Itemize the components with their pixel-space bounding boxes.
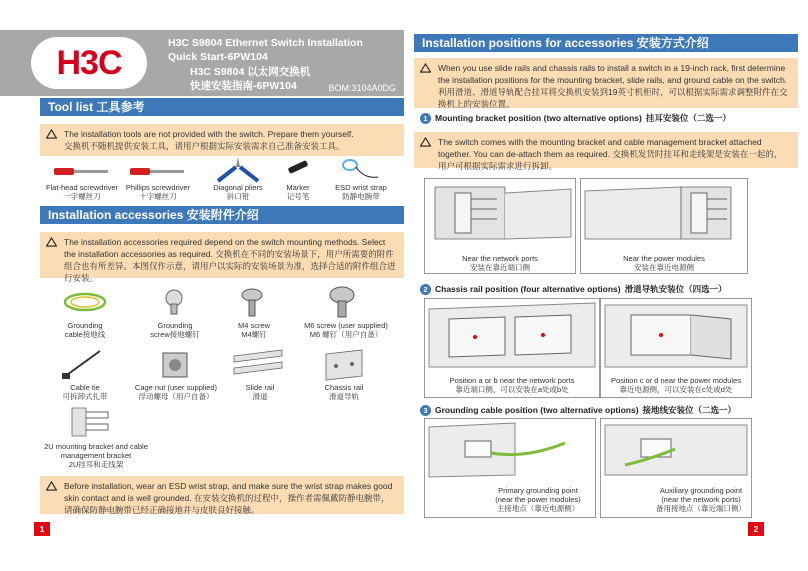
title-en: H3C S9804 Ethernet Switch Installation Quick Start-6PW104 <box>168 37 363 63</box>
acc-cable-tie: Cable tie 可拆卸式扎带 <box>62 383 108 401</box>
acc-cage-nut: Cage nut (user supplied) 浮动螺母（用户自备） <box>134 383 218 401</box>
acc-m4-screw: M4 screw M4螺钉 <box>237 321 271 339</box>
step1-note: The switch comes with the mounting bracket and cable management bracket attached together. You can de-attach them as required. 交换机发货时挂耳和走线架是安装在一起的，用户可根据实际需求进行拆卸。 <box>414 132 798 168</box>
positions-heading: Installation positions for accessories 安装方式介绍 <box>414 34 798 52</box>
tool-list-heading: Tool list 工具参考 <box>40 98 404 116</box>
page-right <box>404 0 808 571</box>
title-cn: H3C S9804 以太网交换机 快速安装指南-6PW104 <box>190 66 311 92</box>
step2-caption-power: Position c or d near the power modules 靠近电源侧，可以安装在c处或d处 <box>610 376 742 394</box>
mounting-bracket-icon <box>66 404 114 440</box>
esd-wrist-strap-icon <box>340 155 384 183</box>
chassis-rail-icon <box>322 346 366 382</box>
ground-auxiliary-diagram-icon <box>601 419 751 479</box>
m4-screw-icon <box>238 288 266 318</box>
warning-icon <box>420 137 431 147</box>
accessories-note: The installation accessories required depend on the switch mounting methods. Select the installation accessories as required. 交换机在不同的安装场景下，用户所需要的附件组合也有所差异。本图仅作示意，请用户以实际的安装场景为准，选择合适的附件组合进行安装。 <box>40 232 404 278</box>
warning-icon <box>46 481 57 491</box>
step3-caption-primary: Primary grounding point (near the power modules) 主接地点（靠近电源侧） <box>495 486 581 513</box>
step2-caption-network: Position a or b near the network ports 靠近端口侧，可以安装在a处或b处 <box>449 376 575 394</box>
ground-primary-diagram-icon <box>425 419 595 479</box>
bracket-diagram-icon <box>425 179 575 243</box>
step-3: 3 Grounding cable position (two alternative options) 接地线安装位（二选一） <box>420 404 736 416</box>
h3c-logo: H3C <box>31 37 147 89</box>
positions-note: When you use slide rails and chassis rails to install a switch in a 19-inch rack, first determine the installation positions for the mounting bracket, slide rails, and ground cable on the switch. 利用滑道、滑道导轨配合挂耳将交换机安装到19英寸机柜时，可以根据实际需求调整附件在交换机上的安装位置。 <box>414 58 798 108</box>
tool-pliers: Diagonal pliers 斜口钳 <box>213 183 263 201</box>
cage-nut-icon <box>160 350 190 380</box>
step1-caption-network: Near the network ports 安装在靠近端口侧 <box>462 254 538 272</box>
bom-code: BOM:3104A0DG <box>328 83 396 93</box>
page-number-right: 2 <box>748 522 764 536</box>
page-number-left: 1 <box>34 522 50 536</box>
tool-phillips: Phillips screwdriver 十字螺丝刀 <box>125 183 191 201</box>
acc-grounding-cable: Grounding cable接地线 <box>64 321 106 339</box>
tool-marker: Marker 记号笔 <box>286 183 310 201</box>
acc-mounting-bracket: 2U mounting bracket and cable management bracket 2U挂耳和走线架 <box>44 442 148 469</box>
grounding-screw-icon <box>160 288 188 316</box>
esd-note: Before installation, wear an ESD wrist strap, and make sure the wrist strap makes good skin contact and is well grounded. 在安装交换机的过程中，操作者需佩戴防静电腕带，请确保防静电腕带已经正确接地并与皮肤良好接触。 <box>40 476 404 514</box>
warning-icon <box>46 237 57 247</box>
rail-power-diagram-icon <box>601 299 751 371</box>
step-2: 2 Chassis rail position (four alternative options) 滑道导轨安装位（四选一） <box>420 283 727 295</box>
acc-slide-rail: Slide rail 滑道 <box>245 383 275 401</box>
acc-m6-screw: M6 screw (user supplied) M6 螺钉（用户自备） <box>304 321 388 339</box>
bracket-power-diagram-icon <box>581 179 747 243</box>
flat-head-screwdriver-icon <box>52 160 112 182</box>
step3-caption-auxiliary: Auxiliary grounding point (near the network ports) 备用接地点（靠近端口侧） <box>656 486 746 513</box>
warning-icon <box>420 63 431 73</box>
phillips-screwdriver-icon <box>128 160 188 182</box>
acc-grounding-screw: Grounding screw接地螺钉 <box>150 321 200 339</box>
cable-tie-icon <box>60 347 106 381</box>
tool-esd-strap: ESD wrist strap 防静电腕带 <box>335 183 387 201</box>
m6-screw-icon <box>326 286 358 318</box>
acc-chassis-rail: Chassis rail 滑道导轨 <box>324 383 364 401</box>
accessories-heading: Installation accessories 安装附件介绍 <box>40 206 404 224</box>
warning-icon <box>46 129 57 139</box>
diagonal-pliers-icon <box>212 155 264 183</box>
step-1: 1 Mounting bracket position (two alternative options) 挂耳安装位（二选一） <box>420 112 731 124</box>
step1-caption-power: Near the power modules 安装在靠近电源侧 <box>623 254 705 272</box>
marker-icon <box>284 158 314 182</box>
tool-list-note: The installation tools are not provided with the switch. Prepare them yourself. 交换机不随机提供安装工具，请用户根据实际安装需求自己准备安装工具。 <box>40 124 404 156</box>
grounding-cable-icon <box>62 288 108 316</box>
tool-flat-head: Flat-head screwdriver 一字螺丝刀 <box>45 183 119 201</box>
rail-network-diagram-icon <box>425 299 599 371</box>
slide-rail-icon <box>232 346 284 382</box>
